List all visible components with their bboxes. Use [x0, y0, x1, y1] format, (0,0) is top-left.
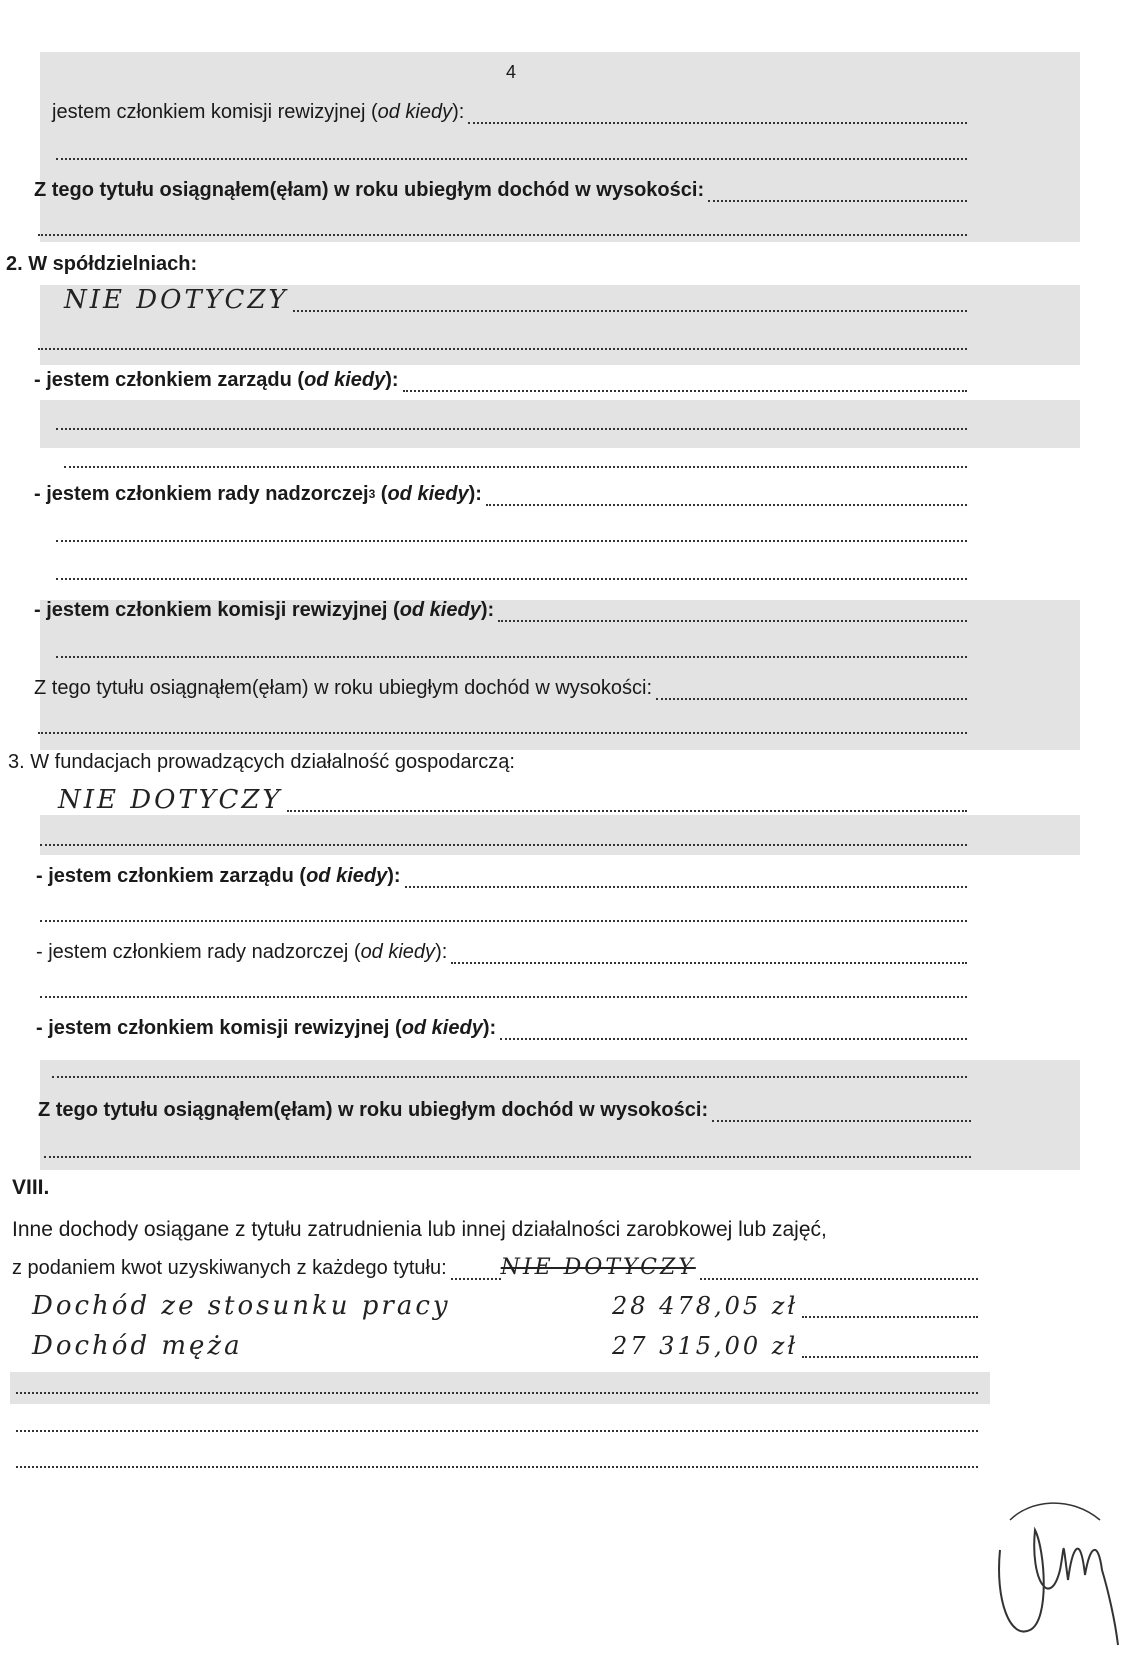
blank-line[interactable] — [12, 1448, 978, 1468]
blank-line[interactable] — [36, 902, 967, 922]
c2-board-line[interactable]: - jestem członkiem zarządu ( od kiedy ): — [34, 368, 967, 392]
income-amount: 27 315,00 zł — [612, 1332, 799, 1360]
blank-line[interactable] — [52, 522, 967, 542]
section-viii-description: Inne dochody osiągane z tytułu zatrudnienia lub innej działalności zarobkowej lub zajęć, — [12, 1218, 827, 1241]
blank-line[interactable] — [40, 1138, 971, 1158]
c3-audit-line[interactable]: - jestem członkiem komisji rewizyjnej ( od kiedy ): — [36, 1016, 967, 1040]
blank-line[interactable] — [36, 826, 967, 846]
blank-line[interactable] — [12, 1412, 978, 1432]
c2-income-line[interactable]: Z tego tytułu osiągnąłem(ęłam) w roku ubiegłym dochód w wysokości: — [34, 676, 967, 700]
income-source: Dochód ze stosunku pracy — [32, 1291, 451, 1321]
income-source: Dochód męża — [32, 1331, 243, 1361]
blank-line[interactable] — [34, 216, 967, 236]
c3-supervisory-line[interactable]: - jestem członkiem rady nadzorczej ( od kiedy ): — [36, 940, 967, 964]
c1-audit-line[interactable]: jestem członkiem komisji rewizyjnej ( od kiedy ): — [52, 100, 967, 124]
signature-image — [990, 1490, 1120, 1650]
c3-handwritten-line[interactable] — [48, 785, 967, 815]
c2-supervisory-line[interactable]: - jestem członkiem rady nadzorczej 3 ( od kiedy ): — [34, 482, 967, 506]
income-entry-row[interactable] — [12, 1291, 978, 1321]
section-viii-description-2[interactable]: z podaniem kwot uzyskiwanych z każdego tytułu: NIE DOTYCZY — [12, 1256, 978, 1280]
income-amount: 28 478,05 zł — [612, 1292, 799, 1320]
c2-heading: 2. W spółdzielniach: — [6, 253, 198, 275]
blank-line[interactable] — [34, 330, 967, 350]
blank-line[interactable] — [52, 410, 967, 430]
blank-line[interactable] — [48, 1058, 967, 1078]
blank-line[interactable] — [36, 978, 967, 998]
blank-line[interactable] — [52, 638, 967, 658]
c1-income-line[interactable]: Z tego tytułu osiągnąłem(ęłam) w roku ubiegłym dochód w wysokości: — [34, 178, 967, 202]
blank-line[interactable] — [12, 1374, 978, 1394]
section-viii-heading: VIII. — [12, 1176, 50, 1199]
handwritten-entry: NIE DOTYCZY — [64, 285, 289, 315]
blank-line[interactable] — [52, 140, 967, 160]
c3-board-line[interactable]: - jestem członkiem zarządu ( od kiedy ): — [36, 864, 967, 888]
fill-dots — [468, 104, 967, 124]
handwritten-entry: NIE DOTYCZY — [58, 785, 283, 815]
c2-audit-line[interactable]: - jestem członkiem komisji rewizyjnej ( od kiedy ): — [34, 598, 967, 622]
c3-heading: 3. W fundacjach prowadzących działalność gospodarczą: — [8, 751, 515, 773]
blank-line[interactable] — [60, 448, 967, 468]
c2-handwritten-line[interactable] — [34, 285, 967, 315]
c3-income-line[interactable]: Z tego tytułu osiągnąłem(ęłam) w roku ubiegłym dochód w wysokości: — [38, 1098, 971, 1122]
page-number: 4 — [506, 62, 517, 82]
blank-line[interactable] — [52, 560, 967, 580]
income-entry-row[interactable] — [12, 1331, 978, 1361]
blank-line[interactable] — [34, 714, 967, 734]
struck-handwritten-entry: NIE DOTYCZY — [500, 1255, 696, 1280]
